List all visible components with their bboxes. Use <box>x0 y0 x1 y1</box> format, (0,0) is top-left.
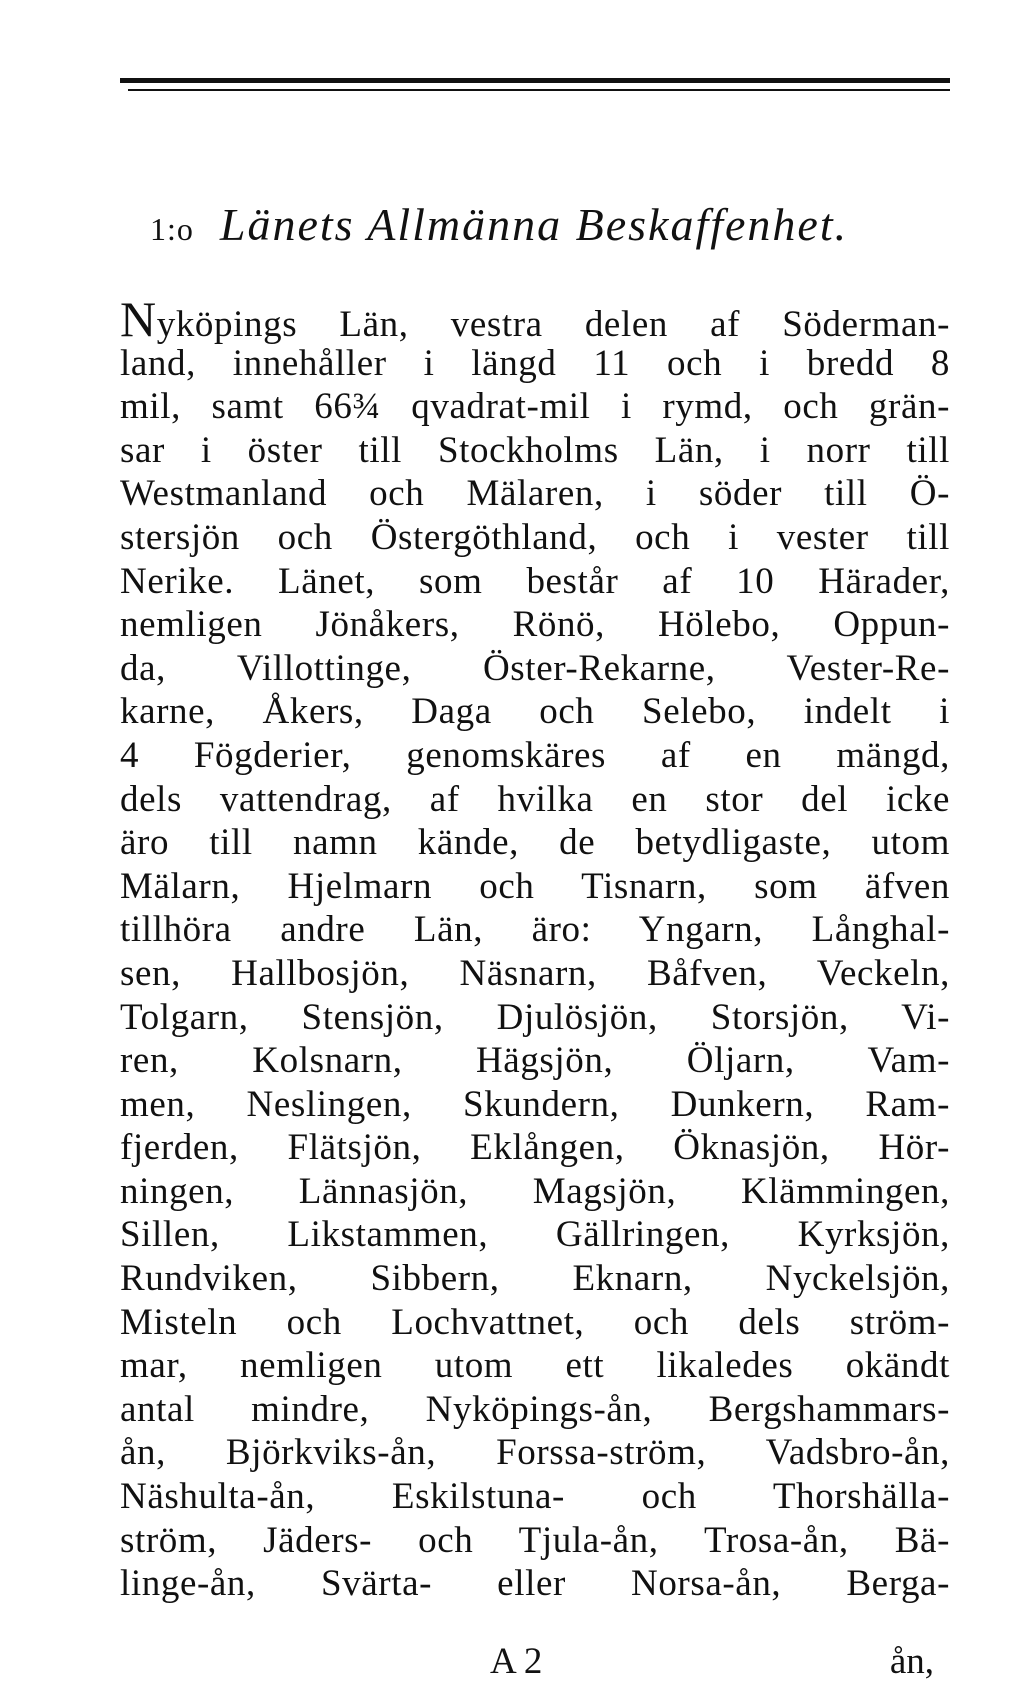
text-line: stersjön och Östergöthland, och i vester till <box>120 516 950 558</box>
text-line: äro till namn kände, de betydligaste, utom <box>120 822 950 864</box>
text-line: Nerike. Länet, som består af 10 Härader, <box>120 560 950 602</box>
text-line: sen, Hallbosjön, Näsnarn, Båfven, Veckeln, <box>120 952 950 994</box>
first-line-text: yköpings Län, vestra delen af Söderman- <box>156 304 950 345</box>
text-line: tillhöra andre Län, äro: Yngarn, Långhal- <box>120 909 950 951</box>
text-line: Mälarn, Hjelmarn och Tisnarn, som äfven <box>120 865 950 907</box>
text-line: Misteln och Lochvattnet, och dels ström- <box>120 1301 950 1343</box>
text-line: nemligen Jönåkers, Rönö, Hölebo, Oppun- <box>120 604 950 646</box>
text-line: ström, Jäders- och Tjula-ån, Trosa-ån, Bä- <box>120 1519 950 1561</box>
header-rule-thin <box>128 89 950 91</box>
text-line: linge-ån, Svärta- eller Norsa-ån, Berga- <box>120 1563 950 1605</box>
text-line: mar, nemligen utom ett likaledes okändt <box>120 1345 950 1387</box>
page-footer <box>120 1640 950 1686</box>
section-heading <box>150 198 950 258</box>
section-number: 1:o <box>150 211 194 247</box>
body-paragraph <box>120 291 950 1606</box>
text-line: antal mindre, Nyköpings-ån, Bergshammars- <box>120 1388 950 1430</box>
section-title: Länets Allmänna Beskaffenhet. <box>219 199 849 250</box>
text-line: mil, samt 66¾ qvadrat-mil i rymd, och grän- <box>120 386 950 428</box>
text-line: Tolgarn, Stensjön, Djulösjön, Storsjön, Vi- <box>120 996 950 1038</box>
header-rule-thick <box>120 78 950 83</box>
text-line: Näshulta-ån, Eskilstuna- och Thorshälla- <box>120 1476 950 1518</box>
text-line: ån, Björkviks-ån, Forssa-ström, Vadsbro-ån, <box>120 1432 950 1474</box>
text-line: dels vattendrag, af hvilka en stor del icke <box>120 778 950 820</box>
text-line: Rundviken, Sibbern, Eknarn, Nyckelsjön, <box>120 1258 950 1300</box>
initial-letter: N <box>120 291 157 347</box>
text-line: fjerden, Flätsjön, Eklången, Öknasjön, Hör- <box>120 1127 950 1169</box>
text-line: ningen, Lännasjön, Magsjön, Klämmingen, <box>120 1170 950 1212</box>
text-line <box>120 291 950 347</box>
text-line: Westmanland och Mälaren, i söder till Ö- <box>120 473 950 515</box>
text-line: sar i öster till Stockholms Län, i norr till <box>120 429 950 471</box>
text-line: land, innehåller i längd 11 och i bredd 8 <box>120 342 950 384</box>
signature-mark: A 2 <box>490 1641 543 1682</box>
text-line: Sillen, Likstammen, Gällringen, Kyrksjön, <box>120 1214 950 1256</box>
text-line: da, Villottinge, Öster-Rekarne, Vester-Re- <box>120 647 950 689</box>
text-line: men, Neslingen, Skundern, Dunkern, Ram- <box>120 1083 950 1125</box>
text-line: 4 Fögderier, genomskäres af en mängd, <box>120 734 950 776</box>
text-line: ren, Kolsnarn, Hägsjön, Öljarn, Vam- <box>120 1040 950 1082</box>
catchword: ån, <box>889 1641 934 1682</box>
text-line: karne, Åkers, Daga och Selebo, indelt i <box>120 691 950 733</box>
